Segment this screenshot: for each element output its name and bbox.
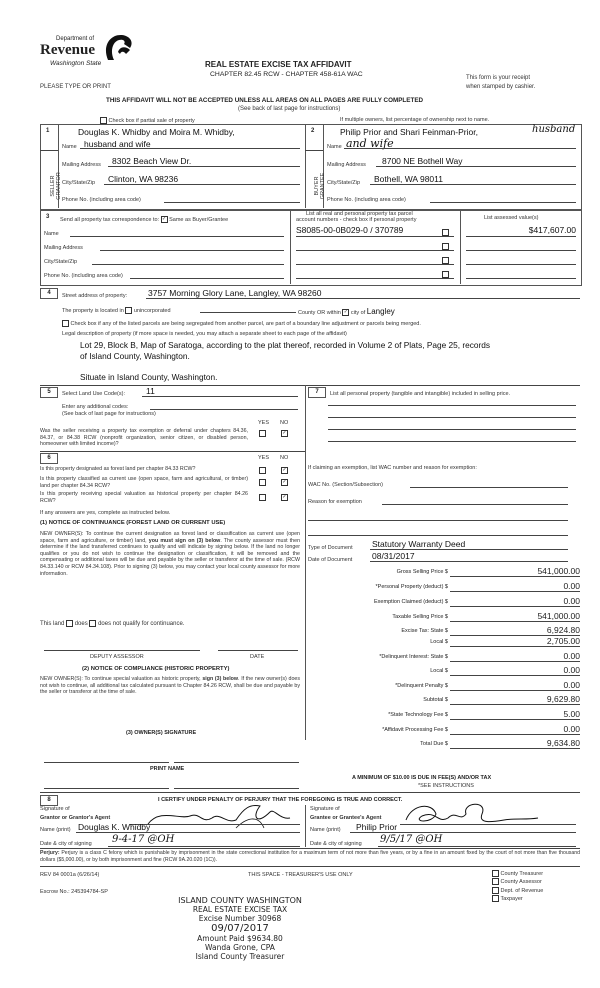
logo-swirl-icon <box>100 32 136 62</box>
parcel-number[interactable]: S8085-00-0B029-0 / 370789 <box>296 225 404 235</box>
fee-label: Subtotal $ <box>423 697 448 703</box>
seller-city[interactable]: Clinton, WA 98236 <box>108 174 179 184</box>
fee-label: Total Due $ <box>420 741 448 747</box>
fee-label: *Personal Property (deduct) $ <box>375 584 448 590</box>
fee-value[interactable]: 541,000.00 <box>450 611 580 622</box>
personal-property-checkbox[interactable] <box>442 229 449 236</box>
fee-label: *Delinquent Penalty $ <box>395 683 448 689</box>
grantee-date-city[interactable]: 9/5/17 @OH <box>380 834 443 845</box>
fee-value[interactable]: 9,634.80 <box>450 738 580 749</box>
same-as-buyer-checkbox[interactable]: ✓ <box>161 216 167 222</box>
copy-checkbox[interactable]: County Assessor <box>492 878 543 886</box>
fee-label: Local $ <box>430 668 448 674</box>
grantee-signature[interactable] <box>392 800 542 826</box>
warning: THIS AFFIDAVIT WILL NOT BE ACCEPTED UNLESS ALL AREAS ON ALL PAGES ARE FULLY COMPLETED <box>106 97 424 104</box>
fee-value[interactable]: 6,924.80 <box>450 625 580 636</box>
fee-value[interactable]: 0.00 <box>450 651 580 662</box>
does-not-qualify-checkbox[interactable] <box>89 620 96 627</box>
historic-no-checkbox[interactable]: ✓ <box>282 494 287 500</box>
property-address[interactable]: 3757 Morning Glory Lane, Langley, WA 98260 <box>148 288 322 298</box>
fee-value[interactable]: 0.00 <box>450 581 580 592</box>
fee-value[interactable]: 0.00 <box>450 680 580 691</box>
perjury-notice: Perjury: Perjury is a class C felony which is punishable by imprisonment in the state correctional institution for a maximum term of not more than five years, or by a fine in an amount fixed by the court of not more than five thousand dollars ($5,000.00), or by both imprisonment and fine (RCW 9A.20.020 (1C)). <box>40 850 580 863</box>
copy-distribution <box>492 870 543 904</box>
fee-label: *State Technology Fee $ <box>388 712 448 718</box>
fee-row <box>300 566 580 576</box>
fee-value[interactable]: 5.00 <box>450 709 580 720</box>
fee-value[interactable]: 0.00 <box>450 665 580 676</box>
segregated-checkbox[interactable]: Check box if any of the listed parcels are being segregated from another parcel, are part of a boundary line adjustment or parcels being merged. <box>62 320 421 327</box>
form-title: REAL ESTATE EXCISE TAX AFFIDAVIT <box>205 60 352 69</box>
seller-mailing[interactable]: 8302 Beach View Dr. <box>112 156 192 166</box>
notice-continuance: NEW OWNER(S): To continue the current designation as forest land or classification as current use (open space, farm and agriculture, or timber) land, you must sign on (3) below. The county assessor must then determine if the land transferred continues to qualify and will indicate by signing below. If the land no longer qualifies or you do not wish to continue the designation or classification, it will be removed and the compensating or additional taxes will be due and payable by the seller or transferor at the time of sale. (RCW 84.33.140 or RCW 84.34.108). Prior to signing (3) below, you may contact your local county assessor for more information. <box>40 531 301 577</box>
partial-sale-checkbox[interactable]: Check box if partial sale of property <box>100 117 195 124</box>
land-use-code[interactable]: 11 <box>146 386 155 396</box>
fee-label: *Delinquent Interest: State $ <box>379 654 448 660</box>
document-type[interactable]: Statutory Warranty Deed <box>372 539 466 549</box>
grantor-signature[interactable] <box>140 800 300 830</box>
fee-row <box>300 665 580 675</box>
legal-description: Lot 29, Block B, Map of Saratoga, according to the plat thereof, recorded in Volume 2 of Plats, Page 25, records <box>80 340 491 350</box>
fee-row <box>300 611 580 621</box>
document-date[interactable]: 08/31/2017 <box>372 551 415 561</box>
assessed-value[interactable]: $417,607.00 <box>528 225 576 235</box>
buyer-mailing[interactable]: 8700 NE Bothell Way <box>382 156 463 166</box>
excise-tax-affidavit: Department of Revenue Washington State PLEASE TYPE OR PRINT REAL ESTATE EXCISE TAX AFFIDAVIT CHAPTER 82.45 RCW - CHAPTER 458-61A WAC This form is your receipt when stamped by cashier. THIS AFFIDAVIT WILL NOT BE ACCEPTED UNLESS ALL AREAS ON ALL PAGES ARE FULLY COMPLETED (See back of last page for instructions) Check box if partial sale of property If multiple owners, list percentage of ownership next to name. 1 2 SELLER GRANTOR BUYER GRANTEE Douglas K. Whidby and Moira M. Whidby, Name husband and wife Mailing Address 8302 Beach View Dr. City/State/Zip Clinton, WA 98236 Phone No. (including area code) Philip Prior and Shari Feinman-Prior, husband Name and wife Mailing Address 8700 NE Bothell Way City/State/Zip Bothell, WA 98011 Phone No. (including area code) 3 Send all property tax correspondence to: ✓ Same as Buyer/Grantee List all real and personal property tax parcel account numbers - check box if personal property List assessed value(s) Name Mailing Address City/State/Zip Phone No. (including area code) S8085-00-0B029-0 / 370789 $417,607.00 4 Street address of property: 3757 Morning Glory Lane, Langley, WA 98260 The property is located in unincorporated County OR within ✓ city of Langley Check box if any of the listed parcels are being segregated from another parcel, are part of a boundary line adjustment or parcels being merged. Legal description of property (if more space is needed, you may attach a separate sheet to each page of the affidavit) Lot 29, Block B, Map of Saratoga, according to the plat thereof, recorded in Volume 2 of Plats, Page 25, records of Island County, Washington. Situate in Island County, Washington. 5 Select Land Use Code(s): 11 Enter any additional codes: (See back of last page for instructions) YES NO Was the seller receiving a property tax exemption or deferral under chapters 84.36, 84.37, or 84.38 RCW (nonprofit organization, senior citizen, or disabled person, homeowner with limited income)? ✓ 6 YES NO Is this property designated as forest land per chapter 84.33 RCW? ✓ Is this property classified as current use (open space, farm and agricultural, or timber) land per chapter 84.34 RCW? ✓ Is this property receiving special valuation as historical property per chapter 84.26 RCW? ✓ If any answers are yes, complete as instructed below. (1) NOTICE OF CONTINUANCE (FOREST LAND OR CURRENT USE) NEW OWNER(S): To continue the current designation as forest land or classification as current use (open space, farm and agriculture, or timber) land, you must sign on (3) below. The county assessor must then determine if the land transferred continues to qualify and will indicate by signing below. If the land no longer qualifies or you do not wish to continue the designation or classification, it will be removed and the compensating or additional taxes will be due and payable by the seller or transferor at the time of sale. (RCW 84.33.140 or RCW 84.34.108). Prior to signing (3) below, you may contact your local county assessor for more information. This land does does not qualify for continuance. DEPUTY ASSESSOR DATE (2) NOTICE OF COMPLIANCE (HISTORIC PROPERTY) NEW OWNER(S): To continue special valuation as historic property, sign (3) below. If the new owner(s) does not wish to continue, all additional tax calculated pursuant to Chapter 84.26 RCW, shall be due and payable by the seller or transferor at the time of sale. (3) OWNER(S) SIGNATURE PRINT NAME 7 List all personal property (tangible and intangible) included in selling price. If claiming an exemption, list WAC number and reason for exemption: WAC No. (Section/Subsection) Reason for exemption Type of Document Statutory Warranty Deed Date of Document 08/31/2017 Gross Selling Price $ 541,000.00 *Personal Property (deduct) $ 0.00 Exemption Claimed (deduct) $ 0.00 Taxable Selling Price $ 541,000.00 Excise Tax: State $ 6,924.80 Local $ 2,705.00 *Delinquent Interest: State $ 0.00 Local $ 0.00 *Delinquent Penalty $ 0.00 Subtotal $ 9,629.80 *State Technology Fee $ 5.00 *Affidavit Processing Fee $ 0.00 Total Due $ 9,634.80 A MINIMUM OF $10.00 IS DUE IN FEE(S) AND/OR TAX *SEE INSTRUCTIONS 8 I CERTIFY UNDER PENALTY OF PERJURY THAT THE FOREGOING IS TRUE AND CORRECT. Signature of Grantor or Grantor's Agent Name (print) Douglas K. Whidby Date & city of signing 9-4-17 @OH Signature of Grantee or Grantee's Agent Name (print) Philip Prior Date & city of signing 9/5/17 @OH Perjury: Perjury is a class C felony which is punishable by imprisonment in the state correctional institution for a maximum term of not more than five years, or by a fine in an amount fixed by the court of not more than five thousand dollars ($5,000.00), or by both imprisonment and fine (RCW 9A.20.020 (1C)). REV 84 0001a (6/26/14) THIS SPACE - TREASURER'S USE ONLY Escrow No.: 245394784-SP County Treasurer County Assessor Dept. of Revenue Taxpayer ISLAND COUNTY WASHINGTON REAL ESTATE EXCISE TAX Excise Number 30968 09/07/2017 Amount Paid $9634.80 Wanda Grone, CPA Island County Treasurer <box>0 0 600 988</box>
city-checkbox[interactable]: ✓ <box>343 309 348 316</box>
fee-row <box>300 651 580 661</box>
buyer-name[interactable]: and wife <box>346 137 394 150</box>
fee-label: Exemption Claimed (deduct) $ <box>374 599 448 605</box>
forest-yes-checkbox[interactable] <box>259 467 266 474</box>
fee-value[interactable]: 0.00 <box>450 596 580 607</box>
exemption-yes-checkbox[interactable] <box>259 430 266 437</box>
fee-row <box>300 709 580 719</box>
copy-checkbox[interactable]: County Treasurer <box>492 870 543 878</box>
fee-row <box>300 596 580 606</box>
fee-label: *Affidavit Processing Fee $ <box>382 727 448 733</box>
fee-label: Gross Selling Price $ <box>396 569 448 575</box>
fee-value[interactable]: 9,629.80 <box>450 694 580 705</box>
fee-row <box>300 680 580 690</box>
fee-label: Excise Tax: State $ <box>401 628 448 634</box>
fee-row <box>300 581 580 591</box>
forest-no-checkbox[interactable]: ✓ <box>282 467 287 473</box>
grantee-name[interactable]: Philip Prior <box>356 822 398 832</box>
seller-name[interactable]: husband and wife <box>84 139 151 149</box>
fee-value[interactable]: 2,705.00 <box>450 636 580 647</box>
grantor-name[interactable]: Douglas K. Whidby <box>78 822 151 832</box>
personal-property-checkbox[interactable] <box>442 271 449 278</box>
copy-checkbox[interactable]: Dept. of Revenue <box>492 887 543 895</box>
fee-value[interactable]: 541,000.00 <box>450 566 580 577</box>
does-qualify-checkbox[interactable] <box>66 620 73 627</box>
fee-label: Taxable Selling Price $ <box>392 614 448 620</box>
fee-row <box>300 636 580 646</box>
current-use-yes-checkbox[interactable] <box>259 479 266 486</box>
fee-value[interactable]: 0.00 <box>450 724 580 735</box>
personal-property-checkbox[interactable] <box>442 257 449 264</box>
grantor-date-city[interactable]: 9-4-17 @OH <box>112 834 175 845</box>
treasurer-stamp: ISLAND COUNTY WASHINGTON REAL ESTATE EXCISE TAX Excise Number 30968 09/07/2017 Amount Paid $9634.80 Wanda Grone, CPA Island County Treasurer <box>178 896 302 961</box>
fee-row <box>300 738 580 748</box>
fee-row <box>300 694 580 704</box>
exemption-no-checkbox[interactable]: ✓ <box>282 430 287 436</box>
current-use-no-checkbox[interactable]: ✓ <box>282 479 287 485</box>
fee-label: Local $ <box>430 639 448 645</box>
buyer-city[interactable]: Bothell, WA 98011 <box>374 174 443 184</box>
copy-checkbox[interactable]: Taxpayer <box>492 895 543 903</box>
personal-property-checkbox[interactable] <box>442 243 449 250</box>
historic-yes-checkbox[interactable] <box>259 494 266 501</box>
unincorporated-checkbox[interactable] <box>125 307 132 314</box>
fee-row <box>300 625 580 635</box>
fee-row <box>300 724 580 734</box>
notice-compliance: NEW OWNER(S): To continue special valuation as historic property, sign (3) below. If the new owner(s) does not wish to continue, all additional tax calculated pursuant to Chapter 84.26 RCW, shall be due and payable by the seller or transferor at the time of sale. <box>40 676 300 696</box>
